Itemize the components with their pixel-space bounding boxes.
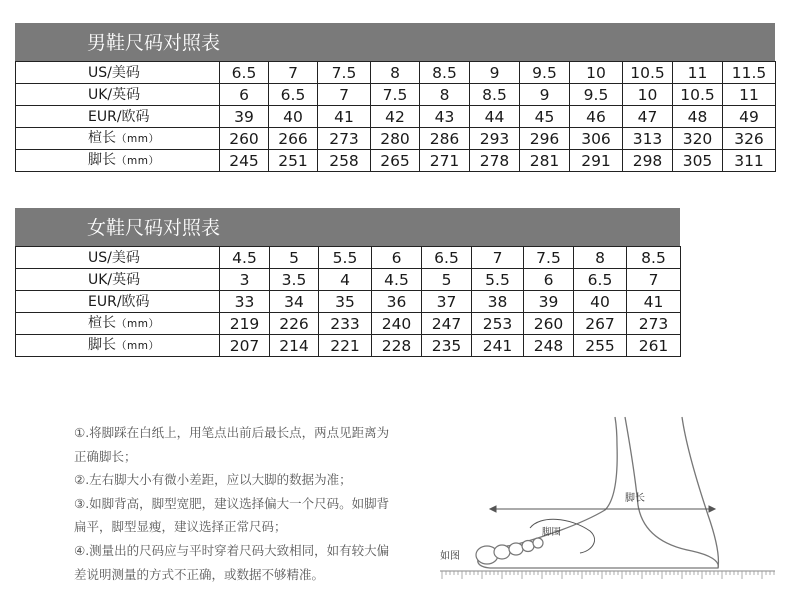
- size-cell: 7.5: [524, 247, 574, 269]
- size-cell: 41: [318, 106, 371, 128]
- size-cell: 273: [318, 128, 371, 150]
- size-cell: 7.5: [318, 62, 371, 84]
- size-cell: 251: [269, 150, 318, 172]
- size-cell: 10.5: [623, 62, 673, 84]
- size-cell: 219: [220, 313, 270, 335]
- size-cell: 271: [420, 150, 470, 172]
- size-cell: 8.5: [420, 62, 470, 84]
- size-cell: 40: [269, 106, 318, 128]
- size-cell: 265: [371, 150, 420, 172]
- size-cell: 296: [520, 128, 570, 150]
- size-row: [16, 84, 776, 106]
- womens-size-chart: [15, 208, 680, 357]
- size-cell: 47: [623, 106, 673, 128]
- size-cell: 39: [524, 291, 574, 313]
- row-label: [16, 62, 220, 84]
- size-cell: 9.5: [520, 62, 570, 84]
- instruction-line: 扁平，脚型显瘦，建议选择正常尺码；: [74, 519, 287, 535]
- size-cell: 7: [269, 62, 318, 84]
- size-cell: 4.5: [372, 269, 422, 291]
- size-cell: 291: [570, 150, 623, 172]
- size-cell: 34: [270, 291, 319, 313]
- size-cell: 260: [220, 128, 269, 150]
- size-cell: 4.5: [220, 247, 270, 269]
- size-cell: 253: [472, 313, 524, 335]
- row-label-text: 楦长: [88, 315, 116, 331]
- instruction-line: ②.左右脚大小有微小差距，应以大脚的数据为准；: [74, 472, 352, 488]
- size-cell: 42: [371, 106, 420, 128]
- size-cell: 8: [371, 62, 420, 84]
- size-cell: 7.5: [371, 84, 420, 106]
- size-cell: 241: [472, 335, 524, 357]
- size-row: [16, 62, 776, 84]
- size-cell: 255: [574, 335, 627, 357]
- row-label: [16, 291, 220, 313]
- size-cell: 6: [372, 247, 422, 269]
- instruction-line: 正确脚长；: [74, 448, 137, 464]
- size-cell: 5: [422, 269, 472, 291]
- foot-length-label: 脚长: [625, 493, 645, 504]
- size-cell: 207: [220, 335, 270, 357]
- size-cell: 6.5: [422, 247, 472, 269]
- ruler: [440, 571, 775, 579]
- size-cell: 37: [422, 291, 472, 313]
- size-cell: 258: [318, 150, 371, 172]
- row-label-text: UK/英码: [88, 86, 141, 103]
- size-cell: 5: [270, 247, 319, 269]
- row-label: [16, 128, 220, 150]
- size-cell: 5.5: [319, 247, 372, 269]
- row-label-text: EUR/欧码: [88, 293, 150, 310]
- size-cell: 267: [574, 313, 627, 335]
- size-cell: 273: [627, 313, 681, 335]
- row-label-text: 脚长: [88, 152, 116, 168]
- row-label-text: US/美码: [88, 249, 140, 266]
- size-cell: 6.5: [220, 62, 269, 84]
- size-cell: 311: [723, 150, 776, 172]
- row-label: [16, 84, 220, 106]
- size-row: [16, 106, 776, 128]
- foot-diagram: [430, 405, 780, 595]
- instruction-line: ①.将脚踩在白纸上，用笔点出前后最长点，两点见距离为: [74, 425, 390, 440]
- row-label-text: 楦长: [88, 130, 116, 146]
- size-cell: 9: [470, 62, 520, 84]
- size-cell: 35: [319, 291, 372, 313]
- size-cell: 286: [420, 128, 470, 150]
- size-cell: 6: [220, 84, 269, 106]
- row-label-unit: （mm）: [116, 318, 160, 330]
- row-label: [16, 269, 220, 291]
- size-cell: 3.5: [270, 269, 319, 291]
- size-cell: 7: [627, 269, 681, 291]
- size-cell: 6.5: [574, 269, 627, 291]
- size-cell: 33: [220, 291, 270, 313]
- size-row: [16, 335, 681, 357]
- row-label: [16, 335, 220, 357]
- size-cell: 11: [723, 84, 776, 106]
- size-cell: 4: [319, 269, 372, 291]
- size-cell: 247: [422, 313, 472, 335]
- size-cell: 281: [520, 150, 570, 172]
- size-cell: 266: [269, 128, 318, 150]
- size-cell: 10.5: [673, 84, 723, 106]
- size-cell: 248: [524, 335, 574, 357]
- womens-chart-title: 女鞋尺码对照表: [15, 208, 680, 246]
- size-row: [16, 291, 681, 313]
- foot-measurement-illustration: [430, 405, 780, 595]
- size-cell: 43: [420, 106, 470, 128]
- size-cell: 9.5: [570, 84, 623, 106]
- toes: [476, 538, 543, 564]
- size-cell: 9: [520, 84, 570, 106]
- size-row: [16, 269, 681, 291]
- size-cell: 8: [574, 247, 627, 269]
- size-cell: 6.5: [269, 84, 318, 106]
- womens-size-table: [15, 246, 681, 357]
- size-cell: 46: [570, 106, 623, 128]
- size-row: [16, 313, 681, 335]
- size-cell: 3: [220, 269, 270, 291]
- row-label: [16, 313, 220, 335]
- size-cell: 48: [673, 106, 723, 128]
- size-cell: 44: [470, 106, 520, 128]
- size-cell: 7: [318, 84, 371, 106]
- row-label-unit: （mm）: [116, 340, 160, 352]
- size-cell: 11.5: [723, 62, 776, 84]
- size-cell: 261: [627, 335, 681, 357]
- size-cell: 245: [220, 150, 269, 172]
- size-row: [16, 247, 681, 269]
- size-cell: 45: [520, 106, 570, 128]
- size-cell: 8.5: [627, 247, 681, 269]
- size-cell: 240: [372, 313, 422, 335]
- size-cell: 233: [319, 313, 372, 335]
- size-cell: 313: [623, 128, 673, 150]
- mens-size-chart: [15, 23, 775, 172]
- size-cell: 326: [723, 128, 776, 150]
- size-cell: 10: [570, 62, 623, 84]
- size-cell: 278: [470, 150, 520, 172]
- size-cell: 7: [472, 247, 524, 269]
- mens-chart-title: 男鞋尺码对照表: [15, 23, 775, 61]
- measurement-instructions: [74, 421, 424, 586]
- size-cell: 49: [723, 106, 776, 128]
- size-cell: 38: [472, 291, 524, 313]
- size-cell: 298: [623, 150, 673, 172]
- size-cell: 306: [570, 128, 623, 150]
- size-cell: 8: [420, 84, 470, 106]
- size-cell: 226: [270, 313, 319, 335]
- row-label-text: 脚长: [88, 337, 116, 353]
- row-label: [16, 247, 220, 269]
- example-label: 如图: [440, 551, 460, 562]
- size-cell: 228: [372, 335, 422, 357]
- size-cell: 39: [220, 106, 269, 128]
- size-cell: 41: [627, 291, 681, 313]
- row-label-unit: （mm）: [116, 133, 160, 145]
- size-cell: 235: [422, 335, 472, 357]
- size-cell: 214: [270, 335, 319, 357]
- size-cell: 5.5: [472, 269, 524, 291]
- size-cell: 260: [524, 313, 574, 335]
- size-cell: 305: [673, 150, 723, 172]
- size-cell: 293: [470, 128, 520, 150]
- size-cell: 36: [372, 291, 422, 313]
- row-label-text: EUR/欧码: [88, 108, 150, 125]
- mens-size-table: [15, 61, 776, 172]
- row-label-unit: （mm）: [116, 155, 160, 167]
- row-label: [16, 106, 220, 128]
- row-label-text: UK/英码: [88, 271, 141, 288]
- foot-outline-label: 脚围: [542, 527, 562, 538]
- row-label: [16, 150, 220, 172]
- size-cell: 40: [574, 291, 627, 313]
- size-cell: 11: [673, 62, 723, 84]
- size-cell: 320: [673, 128, 723, 150]
- row-label-text: US/美码: [88, 64, 140, 81]
- size-cell: 10: [623, 84, 673, 106]
- size-row: [16, 128, 776, 150]
- instruction-line: ③.如脚背高，脚型宽肥，建议选择偏大一个尺码。如脚背: [74, 495, 390, 511]
- instruction-line: ④.测量出的尺码应与平时穿着尺码大致相同，如有较大偏: [74, 542, 390, 558]
- size-cell: 221: [319, 335, 372, 357]
- size-cell: 6: [524, 269, 574, 291]
- instruction-line: 差说明测量的方式不正确，或数据不够精准。: [74, 566, 325, 582]
- size-cell: 280: [371, 128, 420, 150]
- size-row: [16, 150, 776, 172]
- size-cell: 8.5: [470, 84, 520, 106]
